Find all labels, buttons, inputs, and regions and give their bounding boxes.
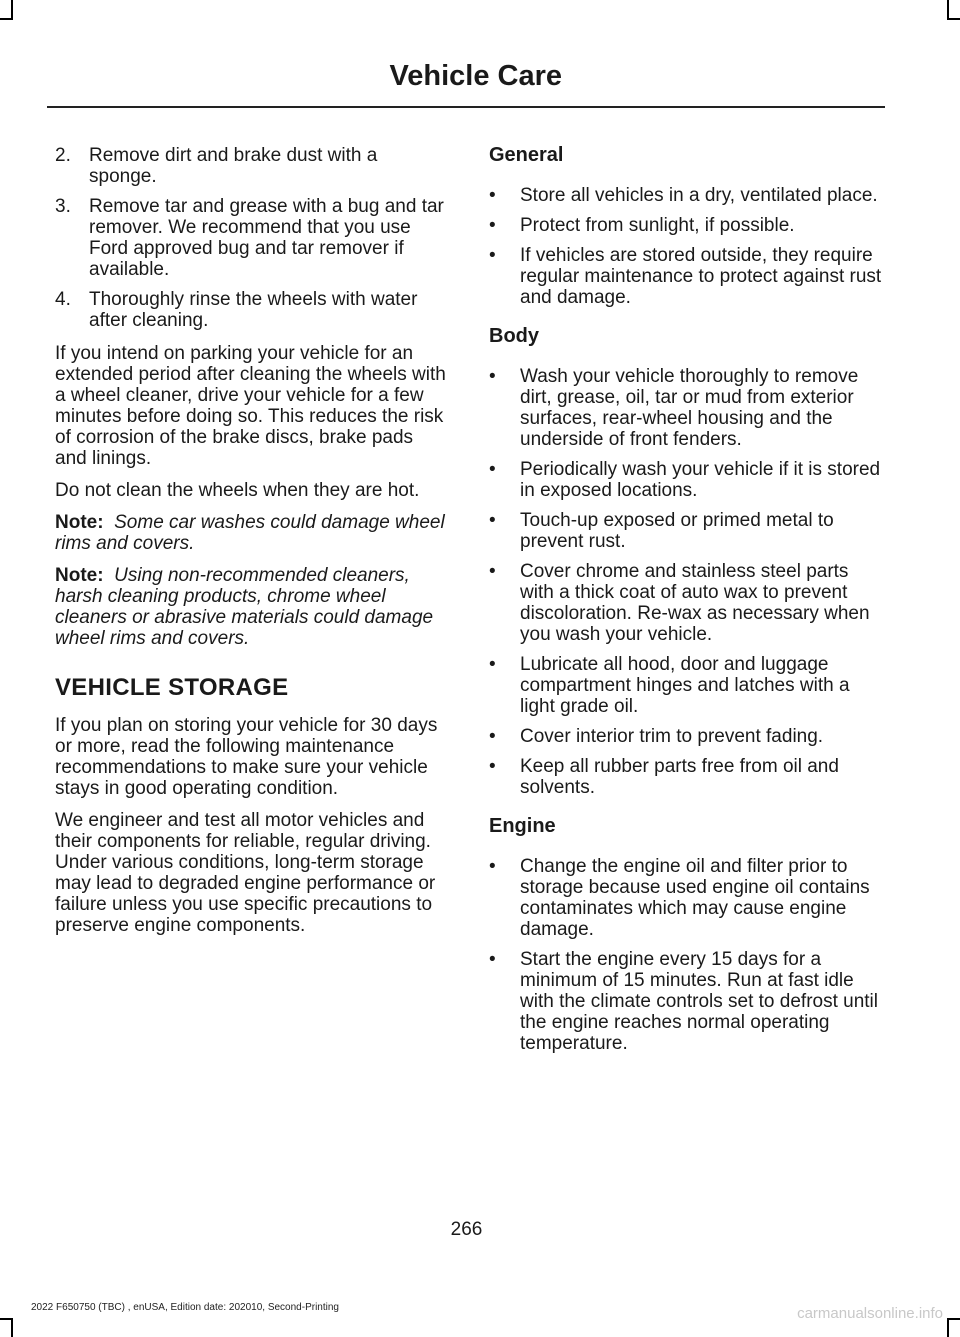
list-item: • Wash your vehicle thoroughly to remove dirt, grease, oil, tar or mud from exterior surfaces, rear-wheel housing and the underside of front fenders. bbox=[489, 366, 859, 450]
list-item: 2. Remove dirt and brake dust with a sponge. bbox=[55, 145, 378, 187]
crop-mark-bottom-left-h bbox=[0, 1318, 13, 1320]
subheading-body: Body bbox=[489, 325, 539, 347]
crop-mark-top-right-h bbox=[947, 18, 960, 20]
list-item: • Periodically wash your vehicle if it is stored in exposed locations. bbox=[489, 459, 881, 501]
footer-edition: 2022 F650750 (TBC) , enUSA, Edition date: 202010, Second-Printing bbox=[31, 1302, 339, 1313]
list-item: • Keep all rubber parts free from oil and solvents. bbox=[489, 756, 839, 798]
subheading-general: General bbox=[489, 144, 564, 166]
crop-mark-bottom-left-v bbox=[11, 1318, 13, 1337]
list-item: • Lubricate all hood, door and luggage compartment hinges and latches with a light grade oil. bbox=[489, 654, 850, 717]
watermark: carmanualsonline.info bbox=[797, 1305, 943, 1322]
body-list bbox=[489, 366, 882, 798]
page-header-title: Vehicle Care bbox=[389, 60, 562, 92]
right-column bbox=[489, 145, 882, 1072]
cleaning-steps-list bbox=[55, 145, 448, 331]
section-heading-vehicle-storage: VEHICLE STORAGE bbox=[55, 674, 289, 701]
paragraph-storage-engineering: We engineer and test all motor vehicles and their components for reliable, regular driving. Under various conditions, long-term storage may lead to degraded engine performance or failure unless you use specific precautions to preserve engine components. bbox=[55, 810, 436, 936]
list-item: • Store all vehicles in a dry, ventilated place. bbox=[489, 185, 878, 206]
list-item: 3. Remove tar and grease with a bug and tar remover. We recommend that you use Ford approved bug and tar remover if available. bbox=[55, 196, 444, 280]
crop-mark-bottom-right-v bbox=[947, 1318, 949, 1337]
page-number: 266 bbox=[450, 1219, 483, 1240]
paragraph-parking: If you intend on parking your vehicle for an extended period after cleaning the wheels with a wheel cleaner, drive your vehicle for a few minutes before doing so. This reduces the risk of corrosion of the brake discs, brake pads and linings. bbox=[55, 343, 446, 469]
engine-list bbox=[489, 856, 882, 1054]
list-item: • If vehicles are stored outside, they require regular maintenance to protect against rust and damage. bbox=[489, 245, 882, 308]
note-car-washes: Note: Some car washes could damage wheel rims and covers. bbox=[55, 512, 445, 554]
list-item: • Protect from sunlight, if possible. bbox=[489, 215, 795, 236]
crop-mark-bottom-right-h bbox=[947, 1318, 960, 1320]
note-cleaners: Note: Using non-recommended cleaners, harsh cleaning products, chrome wheel cleaners or abrasive materials could damage wheel rims and covers. bbox=[55, 565, 434, 649]
paragraph-hot-wheels: Do not clean the wheels when they are hot. bbox=[55, 480, 420, 501]
list-item: • Touch-up exposed or primed metal to prevent rust. bbox=[489, 510, 834, 552]
list-item: 4. Thoroughly rinse the wheels with water after cleaning. bbox=[55, 289, 418, 331]
list-item: • Cover interior trim to prevent fading. bbox=[489, 726, 824, 747]
paragraph-storage-intro: If you plan on storing your vehicle for 30 days or more, read the following maintenance recommendations to make sure your vehicle stays in good operating condition. bbox=[55, 715, 438, 799]
header-divider bbox=[47, 106, 885, 108]
crop-mark-top-right-v bbox=[947, 0, 949, 20]
list-item: • Cover chrome and stainless steel parts with a thick coat of auto wax to prevent discoloration. Re-wax as necessary when you wash your vehicle. bbox=[489, 561, 870, 645]
left-column bbox=[55, 145, 448, 947]
list-item: • Start the engine every 15 days for a minimum of 15 minutes. Run at fast idle with the climate controls set to defrost until the engine reaches normal operating temperature. bbox=[489, 949, 878, 1054]
general-list bbox=[489, 185, 882, 308]
crop-mark-top-left-v bbox=[11, 0, 13, 20]
crop-mark-top-left-h bbox=[0, 18, 13, 20]
subheading-engine: Engine bbox=[489, 815, 556, 837]
list-item: • Change the engine oil and filter prior to storage because used engine oil contains contaminates which may cause engine damage. bbox=[489, 856, 870, 940]
